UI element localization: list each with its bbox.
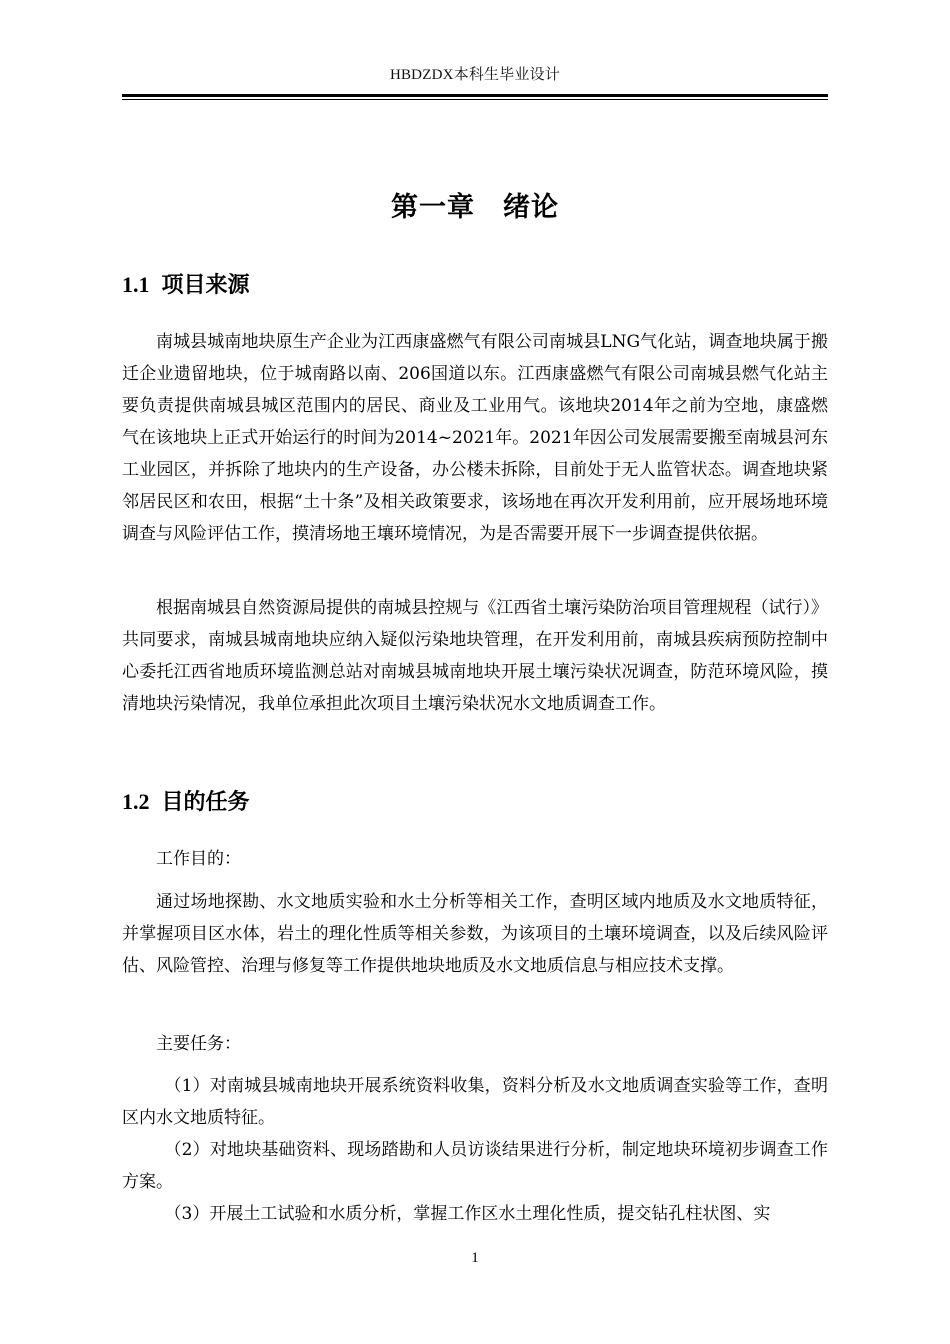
chapter-title: 第一章 绪论 bbox=[391, 192, 559, 223]
page-number: 1 bbox=[471, 1250, 479, 1266]
purpose-label: 工作目的： bbox=[156, 849, 241, 869]
section-heading-1-2 bbox=[122, 785, 250, 816]
task-item: （3）开展土工试验和水质分析，掌握工作区水土理化性质，提交钻孔柱状图、实 bbox=[164, 1204, 771, 1224]
section-number: 1.2 bbox=[122, 789, 150, 814]
paragraph: 根据南城县自然资源局提供的南城县控规与《江西省土壤污染防治项目管理规程（试行）》共同要求，南城县城南地块应纳入疑似污染地块管理，在开发利用前，南城县疾病预防控制中心委托江西省地质环境监测总站对南城县城南地块开展土壤污染状况调查，防范环境风险，摸清地块污染情况，我单位承担此次项目土壤污染状况水文地质调查工作。 bbox=[122, 598, 828, 714]
header-title: HBDZDX本科生毕业设计 bbox=[389, 67, 561, 83]
task-item: （1）对南城县城南地块开展系统资料收集，资料分析及水文地质调查实验等工作，查明区内水文地质特征。 bbox=[122, 1076, 828, 1128]
tasks-label: 主要任务： bbox=[156, 1034, 241, 1054]
section-heading-1-1 bbox=[122, 268, 250, 299]
purpose-paragraph: 通过场地探勘、水文地质实验和水土分析等相关工作，查明区域内地质及水文地质特征，并掌握项目区水体，岩土的理化性质等相关参数，为该项目的土壤环境调查，以及后续风险评估、风险管控、治理与修复等工作提供地块地质及水文地质信息与相应技术支撑。 bbox=[122, 892, 828, 976]
section-title: 目的任务 bbox=[161, 790, 250, 815]
paragraph: 南城县城南地块原生产企业为江西康盛燃气有限公司南城县LNG气化站，调查地块属于搬迁企业遗留地块，位于城南路以南、206国道以东。江西康盛燃气有限公司南城县燃气化站主要负责提供南城县城区范围内的居民、商业及工业用气。该地块2014年之前为空地，康盛燃气在该地块上正式开始运行的时间为2014~2021年。2021年因公司发展需要搬至南城县河东工业园区，并拆除了地块内的生产设备，办公楼未拆除，目前处于无人监管状态。调查地块紧邻居民区和农田，根据“土十条”及相关政策要求，该场地在再次开发利用前，应开展场地环境调查与风险评估工作，摸清场地王壤环境情况，为是否需要开展下一步调查提供依据。 bbox=[122, 332, 828, 544]
section-number: 1.1 bbox=[122, 272, 150, 297]
task-item: （2）对地块基础资料、现场踏勘和人员访谈结果进行分析，制定地块环境初步调查工作方案。 bbox=[122, 1140, 828, 1192]
header-rule-thick bbox=[122, 94, 828, 97]
section-title: 项目来源 bbox=[161, 273, 250, 298]
header-rule-thin bbox=[122, 99, 828, 100]
